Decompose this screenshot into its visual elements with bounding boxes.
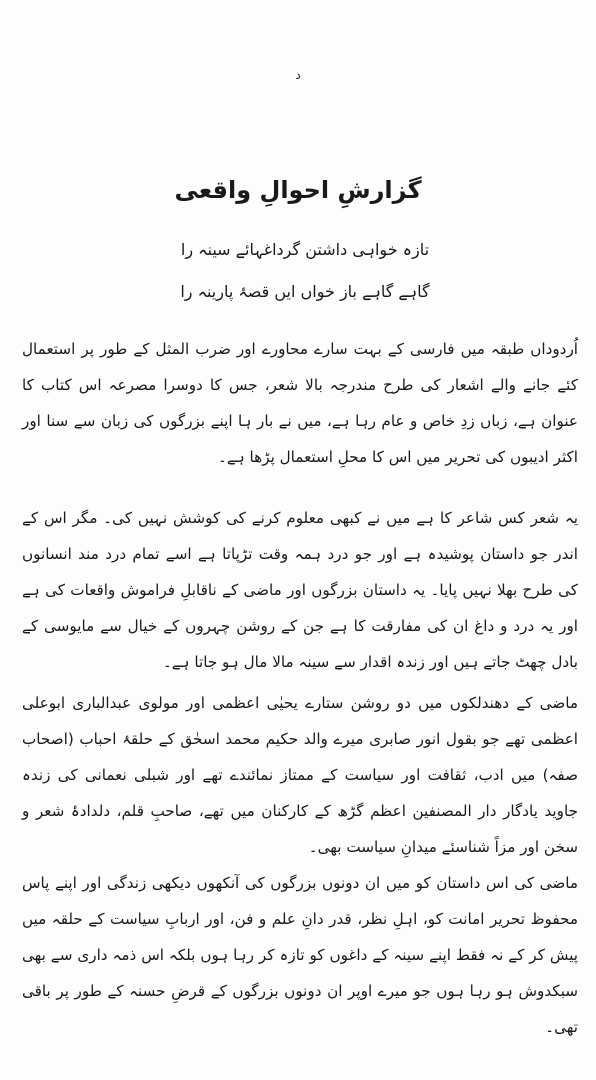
paragraph-4: ماضی کی اس داستان کو میں ان دونوں بزرگوں کی آنکھوں دیکھی زندگی اور اپنے پاس محفوظ تحریر امانت کو، اہلِ نظر، قدر دانِ علم و فن، اور اربابِ سیاست کے حلقہ میں پیش کر کے نہ فقط اپنے سینہ کے داغوں کو تازہ کر رہا ہوں بلکہ اس ذمہ داری سے بھی سبکدوش ہو رہا ہوں جو میرے اوپر ان دونوں بزرگوں کے قرضِ حسنہ کے طور پر باقی تھی۔ (22, 874, 578, 1036)
paragraph-3: ماضی کے دھندلکوں میں دو روشن ستارے یحیٰی اعظمی اور مولوی عبدالباری ابوعلی اعظمی تھے جو بقول انور صابری میرے والد حکیم محمد اسحٰق کے حلقۂ احباب (اصحاب صفہ) میں ادب، ثقافت اور سیاست کے ممتاز نمائندے تھے اور شبلی نعمانی کی زندہ جاوید یادگار دار المصنفین اعظم گڑھ کے کارکنان میں تھے، صاحبِ قلم، دلدادۂ شعر و سخن اور مزاً شناسئے میدانِ سیاست بھی۔ (22, 694, 578, 856)
page-number: د (295, 68, 301, 82)
chapter-title: گزارشِ احوالِ واقعی (174, 176, 422, 204)
couplet-line-1: تازہ خواہی داشتن گرداغہائے سینہ را (180, 240, 430, 259)
paragraph-1: اُردوداں طبقہ میں فارسی کے بہت سارے محاورے اور ضرب المثل کے طور پر استعمال کئے جانے والے اشعار کی طرح مندرجہ بالا شعر، جس کا دوسرا مصرعہ اس کتاب کا عنوان ہے، زباں زدِ خاص و عام رہا ہے، میں نے بار ہا اپنے بزرگوں کی زبان سے سنا اور اکثر ادیبوں کی تحریر میں اس کا محلِ استعمال پڑھا ہے۔ (22, 340, 578, 466)
paragraph-2: یہ شعر کس شاعر کا ہے میں نے کبھی معلوم کرنے کی کوشش نہیں کی۔ مگر اس کے اندر جو داستان پوشیدہ ہے اور جو درد ہمہ وقت تڑپاتا ہے اسے تمام درد مند انسانوں کی طرح بھلا نہیں پایا۔ یہ داستان بزرگوں اور ماضی کے ناقابلِ فراموش واقعات کی ہے اور یہ درد و داغ ان کی مفارقت کا ہے جن کے روشن چہروں کے خیال سے مایوسی کے بادل چھٹ جاتے ہیں اور زندہ اقدار سے سینہ مالا مال ہو جاتا ہے۔ (22, 509, 578, 671)
couplet-line-2: گاہے گاہے باز خواں ایں قصۂ پارینہ را (180, 282, 430, 301)
